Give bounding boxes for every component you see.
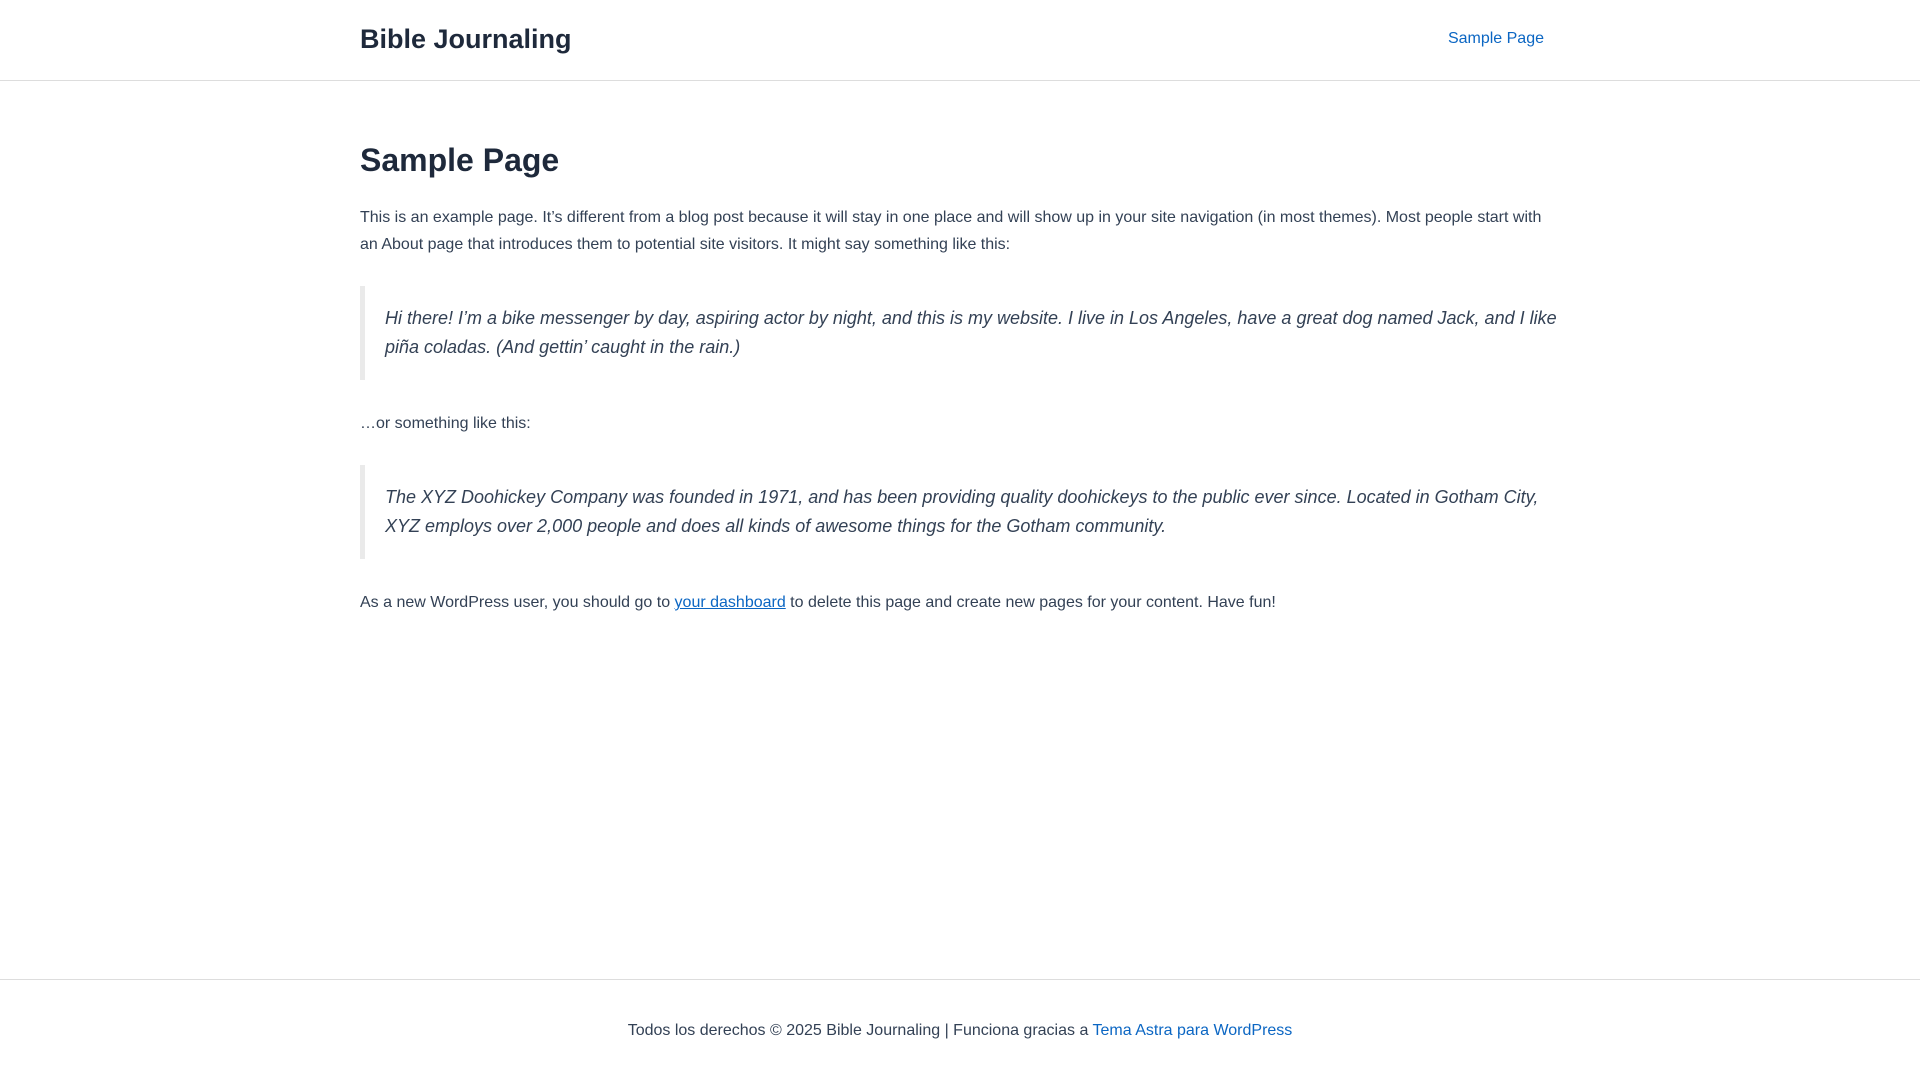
blockquote-bike-messenger [360, 286, 1560, 380]
blockquote-xyz-company [360, 465, 1560, 559]
blockquote-text: Hi there! I’m a bike messenger by day, aspiring actor by night, and this is my website. I live in Los Angeles, have a great dog named Jack, and I like piña coladas. (And gettin’ caught in the rain.) [385, 308, 1557, 357]
site-title-link[interactable]: Bible Journaling [360, 24, 572, 54]
outro-paragraph [360, 589, 1560, 616]
blockquote-text: The XYZ Doohickey Company was founded in 1971, and has been providing quality doohickeys to the public ever since. Located in Gotham City, XYZ employs over 2,000 people and does all kinds of awesome things for the Gotham community. [385, 487, 1539, 536]
dashboard-link[interactable]: your dashboard [674, 594, 786, 611]
page-title: Sample Page [360, 142, 560, 178]
outro-text-before: As a new WordPress user, you should go to [360, 594, 675, 611]
main-content [360, 140, 1560, 616]
footer-copyright [0, 1020, 1920, 1042]
nav-item-sample-page[interactable]: Sample Page [1447, 30, 1544, 47]
site-header [0, 0, 1920, 81]
outro-text-after: to delete this page and create new pages for your content. Have fun! [785, 594, 1276, 611]
middle-paragraph: …or something like this: [360, 415, 531, 432]
site-footer [0, 979, 1920, 1080]
footer-copyright-text: Todos los derechos © 2025 Bible Journaling | Funciona gracias a [627, 1022, 1093, 1039]
astra-theme-link[interactable]: Tema Astra para WordPress [1092, 1022, 1293, 1039]
intro-paragraph: This is an example page. It’s different from a blog post because it will stay in one place and will show up in your site navigation (in most themes). Most people start with an About page that introduces them to potential site visitors. It might say something like this: [360, 209, 1542, 253]
